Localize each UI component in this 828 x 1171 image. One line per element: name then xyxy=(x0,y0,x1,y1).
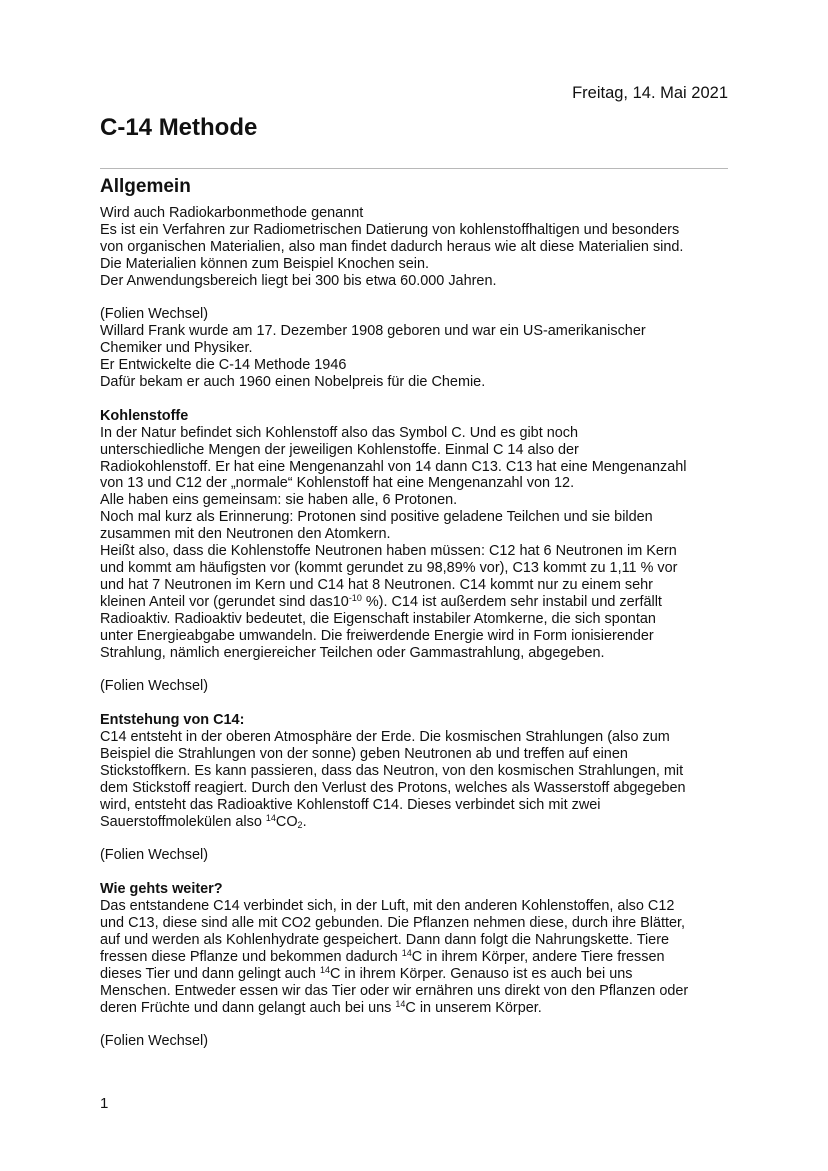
paragraph-line: von 13 und C12 der „normale“ Kohlenstoff hat eine Mengenanzahl von 12. xyxy=(100,475,575,492)
paragraph-line: Wird auch Radiokarbonmethode genannt xyxy=(100,205,364,221)
paragraph-line: C14 entsteht in der oberen Atmosphäre der Erde. Die kosmischen Strahlungen (also zum xyxy=(100,729,670,746)
paragraph-line: und C13, diese sind alle mit CO2 gebunden. Die Pflanzen nehmen diese, durch ihre Blätter, xyxy=(100,914,686,931)
text-run: fressen diese Pflanze und bekommen dadurch xyxy=(100,948,402,965)
paragraph-line: Beispiel die Strahlungen von der sonne) geben Neutronen ab und treffen auf einen xyxy=(100,745,628,762)
paragraph-line: Heißt also, dass die Kohlenstoffe Neutronen haben müssen: C12 hat 6 Neutronen im Kern xyxy=(100,543,677,560)
subscript: 2 xyxy=(297,819,303,830)
paragraph-line xyxy=(100,1000,740,1017)
section-heading-kohlenstoffe: Kohlenstoffe xyxy=(100,407,189,424)
text-run: C in ihrem Körper. Genauso ist es auch bei uns xyxy=(329,965,633,982)
paragraph-line: von organischen Materialien, also man findet dadurch heraus wie alt diese Materialien sind. xyxy=(100,238,684,255)
paragraph-line: Stickstoffkern. Es kann passieren, dass das Neutron, von den kosmischen Strahlungen, mit xyxy=(100,762,684,779)
section-heading-allgemein: Allgemein xyxy=(100,176,191,197)
text-run: %). C14 ist außerdem sehr instabil und zerfällt xyxy=(361,593,662,610)
paragraph-line: Dafür bekam er auch 1960 einen Nobelpreis für die Chemie. xyxy=(100,374,486,391)
paragraph-line: In der Natur befindet sich Kohlenstoff also das Symbol C. Und es gibt noch xyxy=(100,424,579,441)
paragraph-line: Die Materialien können zum Beispiel Knochen sein. xyxy=(100,255,430,272)
paragraph-line: unterschiedliche Mengen der jeweiligen Kohlenstoffe. Einmal C 14 also der xyxy=(100,441,579,458)
paragraph-line: Willard Frank wurde am 17. Dezember 1908 geboren und war ein US-amerikanischer xyxy=(100,323,646,340)
paragraph-line: Strahlung, nämlich energiereicher Teilchen oder Gammastrahlung, abgegeben. xyxy=(100,644,605,661)
paragraph-line: Er Entwickelte die C-14 Methode 1946 xyxy=(100,357,347,374)
document-title: C-14 Methode xyxy=(100,114,258,141)
paragraph-line: unter Energieabgabe umwandeln. Die freiwerdende Energie wird in Form ionisierender xyxy=(100,627,654,644)
paragraph-line xyxy=(100,949,740,966)
slide-change-note: (Folien Wechsel) xyxy=(100,847,209,864)
paragraph-line: Das entstandene C14 verbindet sich, in der Luft, mit den anderen Kohlenstoffen, also C12 xyxy=(100,898,675,915)
paragraph-line: Radiokohlenstoff. Er hat eine Mengenanzahl von 14 dann C13. C13 hat eine Mengenanzahl xyxy=(100,458,687,475)
isotope-mass: 14 xyxy=(401,947,412,958)
paragraph-line: Noch mal kurz als Erinnerung: Protonen sind positive geladene Teilchen und sie bilden xyxy=(100,509,653,526)
slide-change-note: (Folien Wechsel) xyxy=(100,1033,209,1050)
paragraph-line: Es ist ein Verfahren zur Radiometrischen Datierung von kohlenstoffhaltigen und besonders xyxy=(100,221,680,238)
isotope-mass: 14 xyxy=(265,812,276,823)
paragraph-line: und kommt am häufigsten vor (kommt gerundet zu 98,89% vor), C13 kommt zu 1,11 % vor xyxy=(100,560,678,576)
paragraph-line: dem Stickstoff reagiert. Durch den Verlust des Protons, welches als Wasserstoff abgegeben xyxy=(100,779,686,796)
exponent: -10 xyxy=(348,592,362,603)
paragraph-line: Menschen. Entweder essen wir das Tier oder wir ernähren uns direkt von den Pflanzen oder xyxy=(100,982,689,999)
paragraph-line: und hat 7 Neutronen im Kern und C14 hat 8 Neutronen. C14 kommt nur zu einem sehr xyxy=(100,576,653,593)
title-divider xyxy=(100,168,728,169)
isotope-mass: 14 xyxy=(395,998,406,1009)
paragraph-line xyxy=(100,966,740,983)
slide-change-note: (Folien Wechsel) xyxy=(100,306,209,323)
section-heading-entstehung: Entstehung von C14: xyxy=(100,712,245,729)
paragraph-line: Radioaktiv. Radioaktiv bedeutet, die Eigenschaft instabiler Atomkerne, die sich spontan xyxy=(100,610,656,627)
text-run: kleinen Anteil vor (gerundet sind das10 xyxy=(100,593,349,610)
text-run: dieses Tier und dann gelingt auch xyxy=(100,965,320,982)
document-body xyxy=(100,175,740,1050)
paragraph-line xyxy=(100,814,740,831)
text-run: CO xyxy=(275,813,298,830)
paragraph-line xyxy=(100,594,740,611)
page-number: 1 xyxy=(100,1095,109,1112)
paragraph-line: Alle haben eins gemeinsam: sie haben alle, 6 Protonen. xyxy=(100,492,458,509)
paragraph-line: Der Anwendungsbereich liegt bei 300 bis etwa 60.000 Jahren. xyxy=(100,272,497,289)
paragraph-line: Chemiker und Physiker. xyxy=(100,340,253,357)
slide-change-note: (Folien Wechsel) xyxy=(100,678,209,695)
isotope-mass: 14 xyxy=(319,964,330,975)
document-date: Freitag, 14. Mai 2021 xyxy=(572,84,728,102)
text-run: . xyxy=(302,813,307,830)
text-run: C in unserem Körper. xyxy=(405,999,542,1016)
text-run: C in ihrem Körper, andere Tiere fressen xyxy=(411,948,665,965)
text-run: deren Früchte und dann gelangt auch bei uns xyxy=(100,999,396,1016)
paragraph-line: wird, entsteht das Radioaktive Kohlenstoff C14. Dieses verbindet sich mit zwei xyxy=(100,796,601,813)
paragraph-line: zusammen mit den Neutronen den Atomkern. xyxy=(100,526,391,543)
paragraph-line: auf und werden als Kohlenhydrate gespeichert. Dann dann folgt die Nahrungskette. Tiere xyxy=(100,931,670,948)
text-run: Sauerstoffmolekülen also xyxy=(100,813,266,830)
section-heading-weiter: Wie gehts weiter? xyxy=(100,881,223,898)
